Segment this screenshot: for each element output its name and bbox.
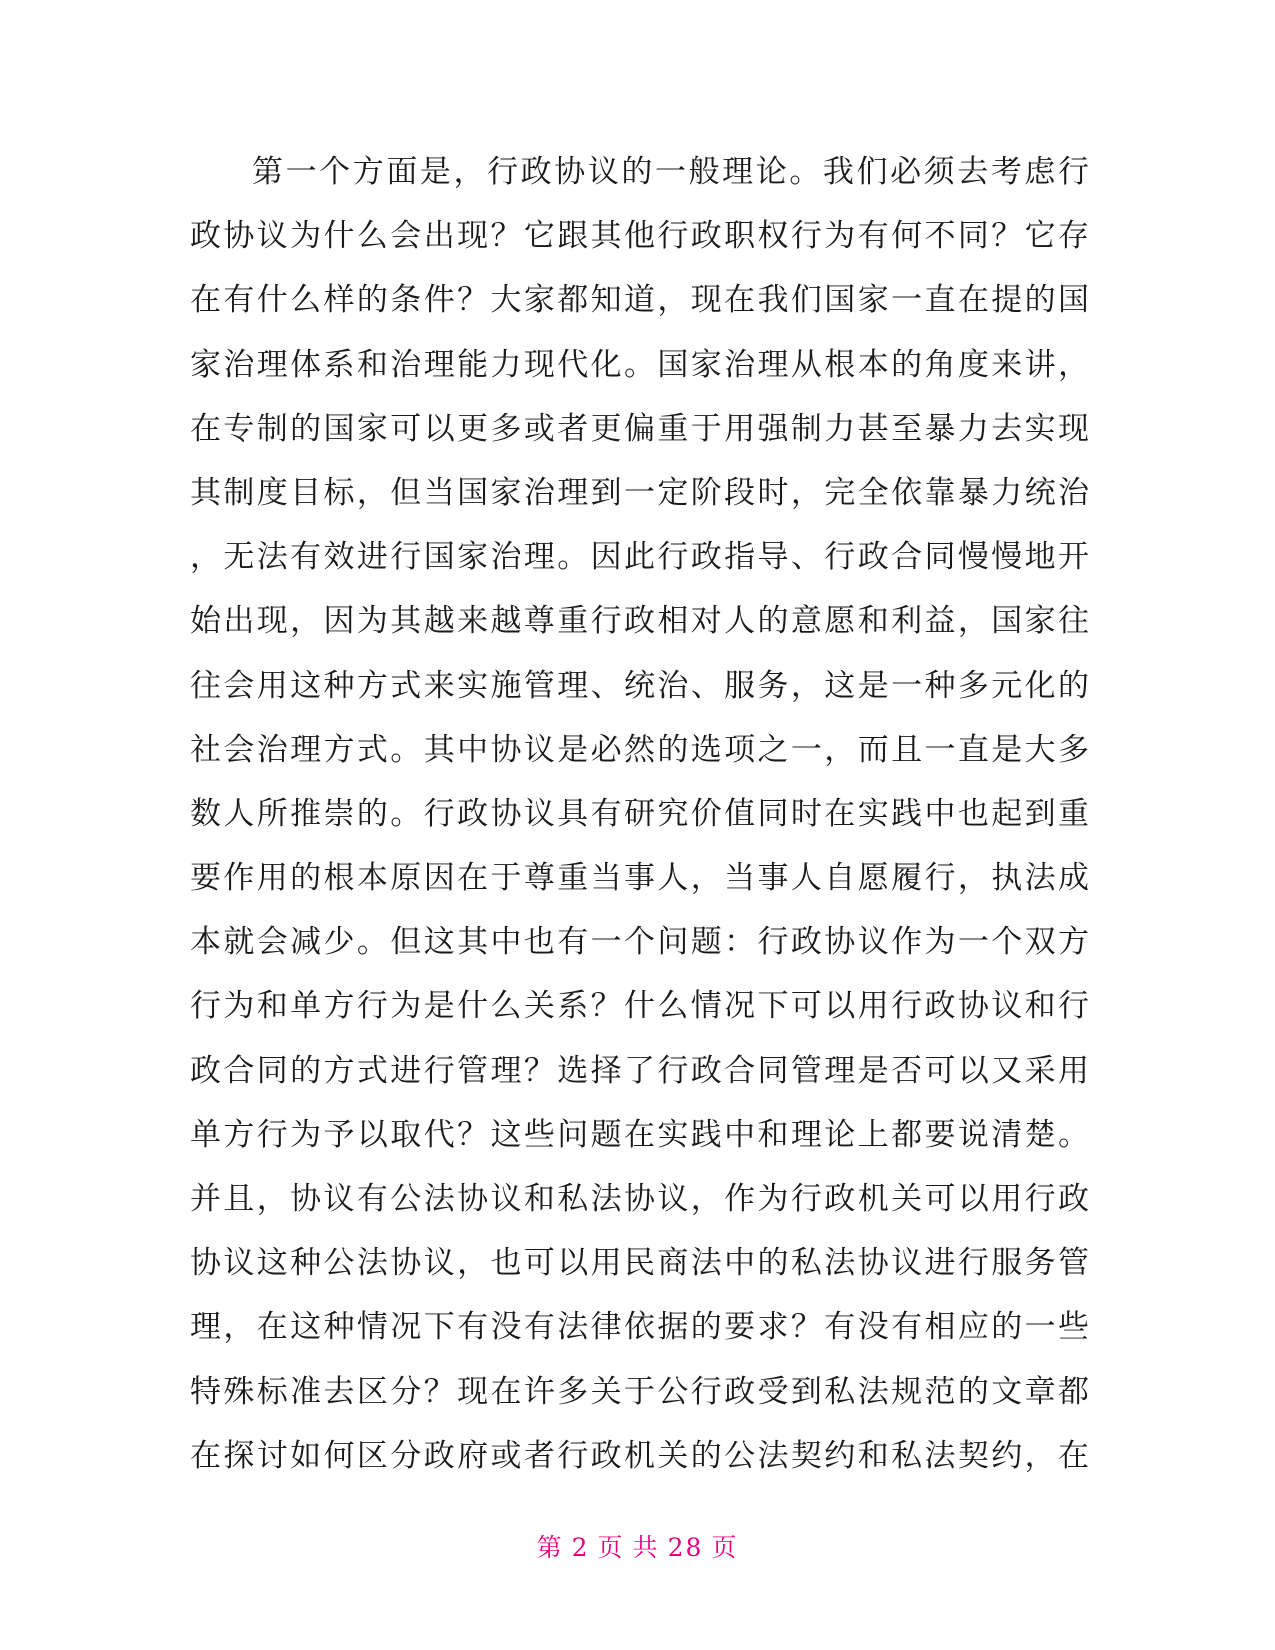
text-line: 要作用的根本原因在于尊重当事人，当事人自愿履行，执法成 (190, 860, 1090, 897)
body-text (190, 140, 1090, 1488)
text-line: 单方行为予以取代？这些问题在实践中和理论上都要说清楚。 (190, 1116, 1090, 1153)
text-line: 行为和单方行为是什么关系？什么情况下可以用行政协议和行 (190, 988, 1090, 1025)
text-line: 协议这种公法协议，也可以用民商法中的私法协议进行服务管 (190, 1245, 1090, 1282)
text-line: 在探讨如何区分政府或者行政机关的公法契约和私法契约，在 (190, 1437, 1090, 1474)
text-line: 政协议为什么会出现？它跟其他行政职权行为有何不同？它存 (190, 218, 1090, 255)
text-line: 在专制的国家可以更多或者更偏重于用强制力甚至暴力去实现 (190, 410, 1090, 447)
text-line: 其制度目标，但当国家治理到一定阶段时，完全依靠暴力统治 (190, 474, 1090, 511)
text-line: 理，在这种情况下有没有法律依据的要求？有没有相应的一些 (190, 1309, 1090, 1346)
footer-suffix: 页 (711, 1533, 739, 1562)
text-line: 数人所推崇的。行政协议具有研究价值同时在实践中也起到重 (190, 795, 1090, 832)
text-line: 始出现，因为其越来越尊重行政相对人的意愿和利益，国家往 (190, 603, 1090, 640)
text-line: ，无法有效进行国家治理。因此行政指导、行政合同慢慢地开 (190, 539, 1090, 576)
footer-page-word: 页 (597, 1533, 625, 1562)
text-line: 政合同的方式进行管理？选择了行政合同管理是否可以又采用 (190, 1052, 1090, 1089)
text-line: 往会用这种方式来实施管理、统治、服务，这是一种多元化的 (190, 667, 1090, 704)
text-line: 特殊标准去区分？现在许多关于公行政受到私法规范的文章都 (190, 1373, 1090, 1410)
text-line: 社会治理方式。其中协议是必然的选项之一，而且一直是大多 (190, 731, 1090, 768)
text-line: 并且，协议有公法协议和私法协议，作为行政机关可以用行政 (190, 1181, 1090, 1217)
footer-current-page: 2 (571, 1533, 590, 1562)
text-line: 第一个方面是，行政协议的一般理论。我们必须去考虑行 (252, 154, 1090, 190)
text-line: 家治理体系和治理能力现代化。国家治理从根本的角度来讲， (190, 346, 1090, 383)
text-line: 本就会减少。但这其中也有一个问题：行政协议作为一个双方 (190, 924, 1090, 961)
footer-prefix: 第 (536, 1533, 564, 1562)
text-line: 在有什么样的条件？大家都知道，现在我们国家一直在提的国 (190, 282, 1090, 319)
footer-total-word: 共 (632, 1533, 660, 1562)
footer-total-pages: 28 (667, 1533, 704, 1562)
page-number-footer (0, 1528, 1275, 1564)
